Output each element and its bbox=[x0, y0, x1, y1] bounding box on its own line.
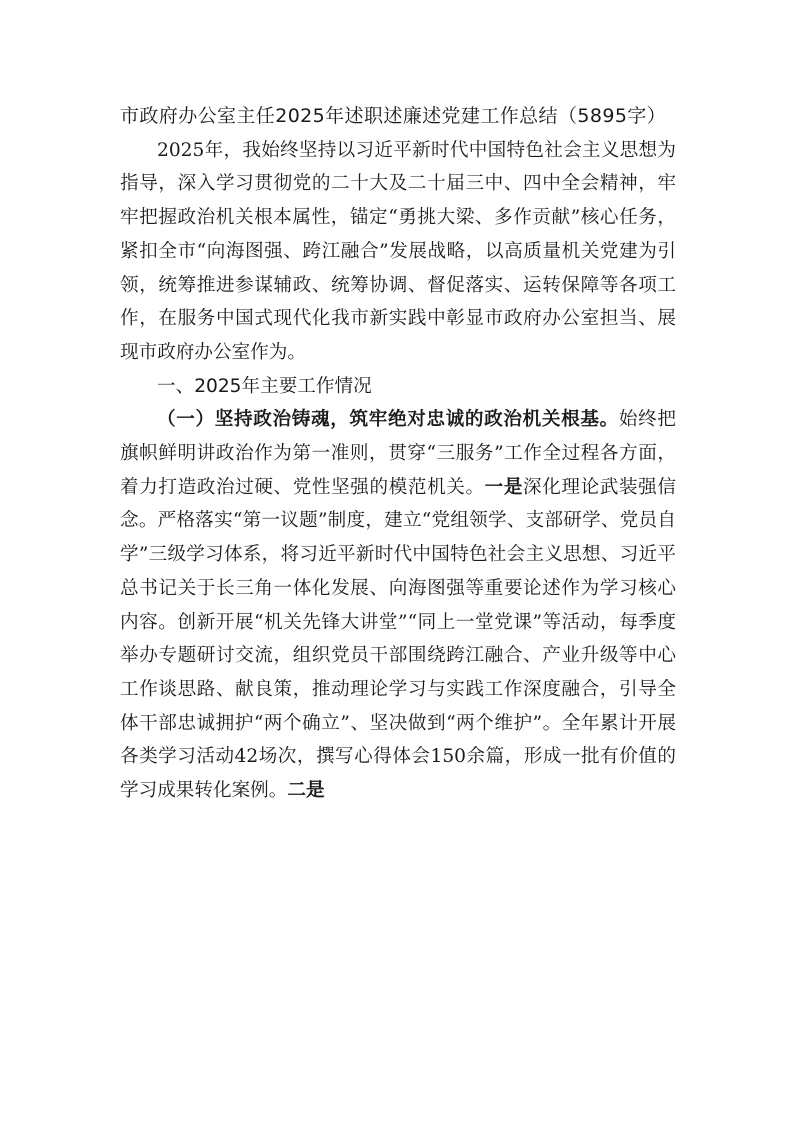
item-1-label: 一是 bbox=[484, 476, 524, 498]
intro-paragraph: 2025年，我始终坚持以习近平新时代中国特色社会主义思想为指导，深入学习贯彻党的二十大及二十届三中、四中全会精神，牢牢把握政治机关根本属性，锚定“勇挑大梁、多作贡献”核心任务，紧扣全市“向海图强、跨江融合”发展战略，以高质量机关党建为引领，统筹推进参谋辅政、统筹协调、督促落实、运转保障等各项工作，在服务中国式现代化我市新实践中彰显市政府办公室担当、展现市政府办公室作为。 bbox=[120, 139, 676, 363]
item-1-text: 深化理论武装强信念。严格落实“第一议题”制度，建立“党组领学、支部研学、党员自学”三级学习体系，将习近平新时代中国特色社会主义思想、习近平总书记关于长三角一体化发展、向海图强等重要论述作为学习核心内容。创新开展“机关先锋大讲堂”“同上一堂党课”等活动，每季度举办专题研讨交流，组织党员干部围绕跨江融合、产业升级等中心工作谈思路、献良策，推动理论学习与实践工作深度融合，引导全体干部忠诚拥护“两个确立”、坚决做到“两个维护”。全年累计开展各类学习活动42场次，撰写心得体会150余篇，形成一批有价值的学习成果转化案例。 bbox=[120, 476, 676, 802]
document-page bbox=[120, 100, 676, 808]
item-2-label: 二是 bbox=[287, 780, 325, 802]
subsection-paragraph bbox=[120, 403, 676, 807]
document-title: 市政府办公室主任2025年述职述廉述党建工作总结（5895字） bbox=[120, 105, 667, 127]
section-heading: 一、2025年主要工作情况 bbox=[157, 375, 372, 397]
subsection-heading: （一）坚持政治铸魂，筑牢绝对忠诚的政治机关根基。 bbox=[157, 409, 619, 431]
subsection-lead: 始终把旗帜鲜明讲政治作为第一准则，贯穿“三服务”工作全过程各方面，着力打造政治过硬、党性坚强的模范机关。 bbox=[120, 409, 676, 498]
